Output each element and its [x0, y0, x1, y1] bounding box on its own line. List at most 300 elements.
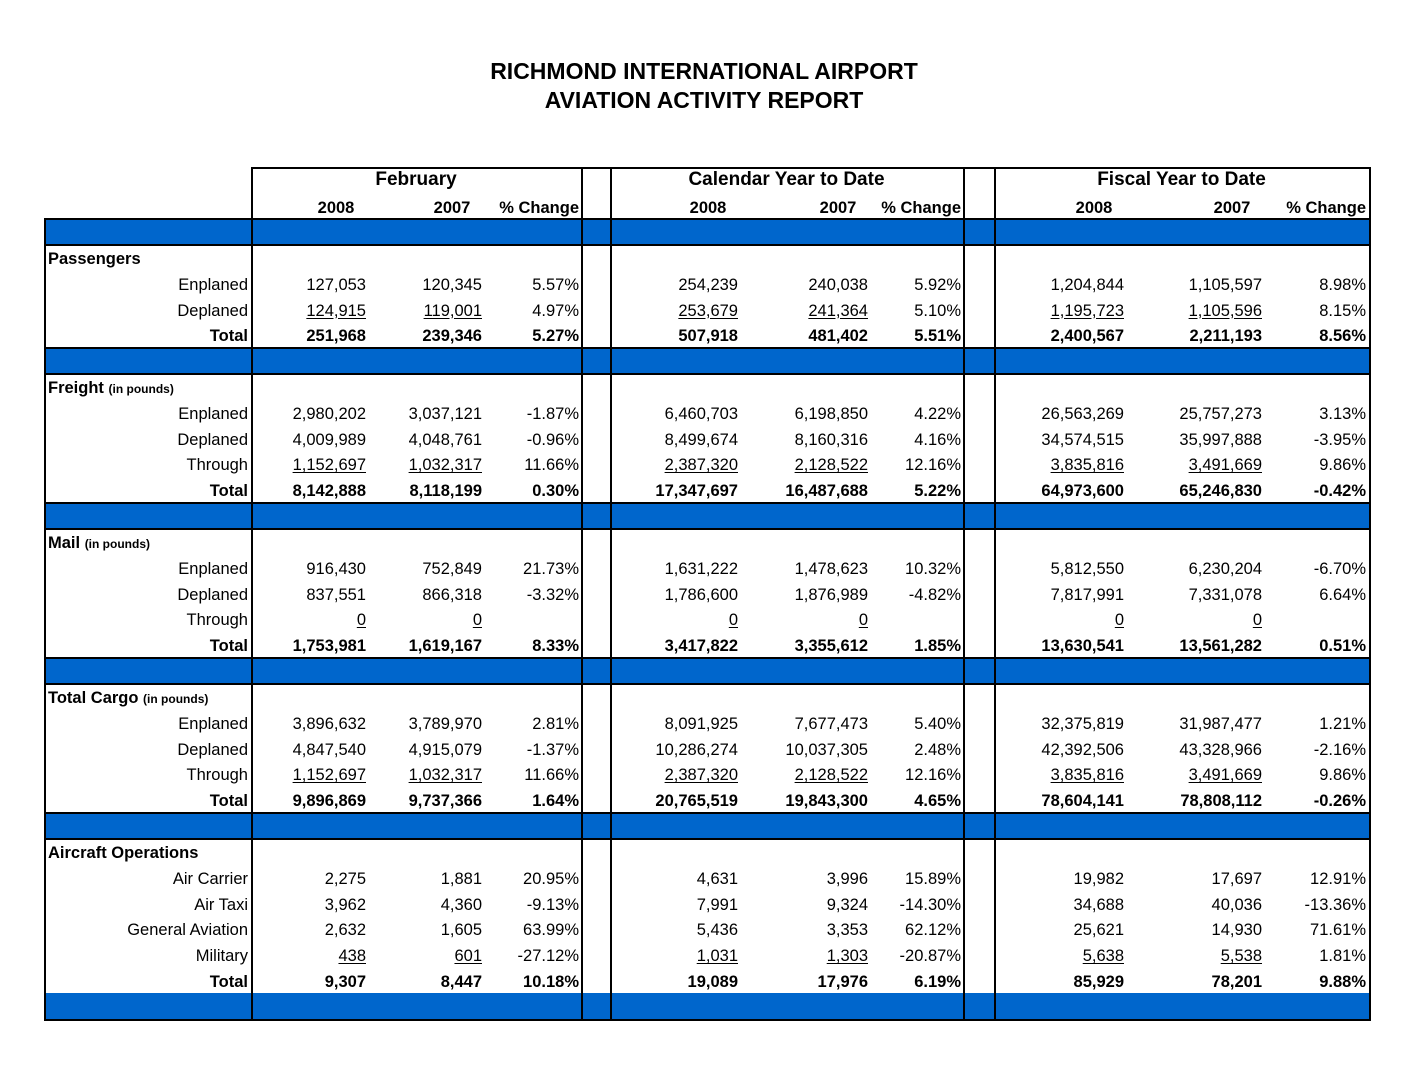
- pct-change-cell: [1226, 972, 1366, 992]
- section-separator-band: [583, 502, 610, 528]
- value-cell: [984, 791, 1124, 811]
- pct-change-cell: [1226, 714, 1366, 734]
- cell-value: 8,091,925: [664, 714, 738, 733]
- row-label: Enplaned: [178, 404, 248, 423]
- value-cell: [1122, 740, 1262, 760]
- section-separator-band: [46, 502, 251, 528]
- section-name: Passengers: [48, 250, 141, 268]
- row-label: General Aviation: [127, 921, 248, 940]
- value-cell: [1122, 714, 1262, 734]
- table-rule: [44, 218, 46, 1021]
- cell-value: 0: [1252, 611, 1262, 630]
- cell-value: 3,962: [324, 895, 366, 914]
- cell-value: 6,460,703: [664, 404, 738, 423]
- value-cell: [728, 326, 868, 346]
- table-rule: [44, 347, 1371, 349]
- section-separator-band: [965, 993, 994, 1019]
- value-cell: [984, 869, 1124, 889]
- cell-value: 4,847,540: [292, 740, 366, 759]
- section-separator-band: [612, 347, 963, 373]
- cell-value: -9.13%: [526, 895, 579, 914]
- row-label: Air Carrier: [172, 869, 248, 888]
- value-cell: [342, 610, 482, 630]
- value-cell: [342, 585, 482, 605]
- pct-change-cell: [1226, 740, 1366, 760]
- column-header-year: 2008: [1075, 199, 1113, 217]
- value-cell: [226, 326, 366, 346]
- row-label: Deplaned: [177, 430, 248, 449]
- cell-value: 1,631,222: [664, 559, 738, 578]
- pct-change-cell: [1226, 636, 1366, 656]
- report-title: RICHMOND INTERNATIONAL AIRPORT: [490, 58, 918, 84]
- section-separator-band: [965, 347, 994, 373]
- value-cell: [342, 481, 482, 501]
- cell-value: 9,896,869: [292, 792, 366, 811]
- cell-value: 42,392,506: [1041, 740, 1124, 759]
- value-cell: [728, 301, 868, 321]
- section-name: Aircraft Operations: [48, 844, 199, 862]
- table-rule: [581, 167, 583, 1021]
- cell-value: 2,275: [324, 869, 366, 888]
- table-rule: [44, 244, 1371, 246]
- section-separator-band: [46, 812, 251, 838]
- pct-change-cell: [439, 972, 579, 992]
- value-cell: [342, 301, 482, 321]
- cell-value: 3.13%: [1319, 404, 1366, 423]
- value-cell: [984, 481, 1124, 501]
- pct-change-cell: [1226, 481, 1366, 501]
- value-cell: [728, 404, 868, 424]
- cell-value: 866,318: [422, 585, 482, 604]
- cell-value: 6,198,850: [794, 404, 868, 423]
- section-title: [48, 689, 208, 708]
- cell-value: 12.16%: [905, 766, 961, 785]
- value-cell: [984, 610, 1124, 630]
- column-group-header: Fiscal Year to Date: [1097, 169, 1266, 190]
- cell-value: 40,036: [1211, 895, 1262, 914]
- cell-value: 62.12%: [905, 921, 961, 940]
- value-cell: [1122, 559, 1262, 579]
- section-separator-band: [253, 347, 581, 373]
- cell-value: 19,843,300: [785, 792, 868, 811]
- value-cell: [1122, 895, 1262, 915]
- cell-value: 4,631: [696, 869, 738, 888]
- value-cell: [226, 610, 366, 630]
- cell-value: 241,364: [808, 301, 868, 320]
- column-header-year: 2007: [433, 199, 471, 217]
- table-rule: [44, 657, 1371, 659]
- cell-value: 1,786,600: [664, 585, 738, 604]
- pct-change-cell: [821, 275, 961, 295]
- row-label: Enplaned: [178, 275, 248, 294]
- cell-value: 1,303: [826, 947, 868, 966]
- row-label: Military: [195, 947, 248, 966]
- cell-value: 8,160,316: [794, 430, 868, 449]
- value-cell: [226, 585, 366, 605]
- value-cell: [342, 920, 482, 940]
- cell-value: 10.32%: [905, 559, 961, 578]
- column-header-pct-change: % Change: [1286, 199, 1366, 217]
- total-row-label: Total: [209, 327, 248, 346]
- cell-value: 5,436: [696, 921, 738, 940]
- value-cell: [342, 404, 482, 424]
- cell-value: 11.66%: [524, 766, 579, 785]
- pct-change-cell: [1226, 326, 1366, 346]
- section-separator-band: [253, 657, 581, 683]
- cell-value: 752,849: [422, 559, 482, 578]
- pct-change-cell: [439, 946, 579, 966]
- value-cell: [598, 610, 738, 630]
- cell-value: 43,328,966: [1179, 740, 1262, 759]
- section-separator-band: [583, 812, 610, 838]
- cell-value: 4.16%: [914, 430, 961, 449]
- cell-value: 2,980,202: [292, 404, 366, 423]
- cell-value: 2,387,320: [664, 456, 738, 475]
- cell-value: 1,478,623: [794, 559, 868, 578]
- value-cell: [226, 404, 366, 424]
- cell-value: 10,037,305: [785, 740, 868, 759]
- value-cell: [598, 326, 738, 346]
- value-cell: [598, 791, 738, 811]
- pct-change-cell: [1226, 430, 1366, 450]
- cell-value: -13.36%: [1304, 895, 1366, 914]
- cell-value: -1.37%: [526, 740, 579, 759]
- cell-value: 8.98%: [1319, 275, 1366, 294]
- value-cell: [1122, 636, 1262, 656]
- value-cell: [342, 714, 482, 734]
- cell-value: 14,930: [1211, 921, 1262, 940]
- pct-change-cell: [439, 404, 579, 424]
- table-rule: [1369, 167, 1371, 1021]
- cell-value: 2,211,193: [1189, 327, 1262, 346]
- cell-value: 10.18%: [523, 973, 579, 991]
- cell-value: 1,032,317: [408, 766, 482, 785]
- value-cell: [1122, 610, 1262, 630]
- cell-value: 5.27%: [532, 327, 579, 346]
- cell-value: 4,009,989: [292, 430, 366, 449]
- cell-value: 127,053: [306, 275, 366, 294]
- row-label: Through: [186, 456, 248, 475]
- cell-value: 71.61%: [1310, 921, 1366, 940]
- row-label: Through: [186, 766, 248, 785]
- cell-value: -0.42%: [1313, 482, 1366, 501]
- pct-change-cell: [1226, 455, 1366, 475]
- value-cell: [342, 895, 482, 915]
- cell-value: 507,918: [678, 327, 738, 346]
- pct-change-cell: [821, 559, 961, 579]
- value-cell: [1122, 301, 1262, 321]
- pct-change-cell: [1226, 275, 1366, 295]
- section-separator-band: [253, 218, 581, 244]
- cell-value: 3,037,121: [408, 404, 482, 423]
- cell-value: 1.81%: [1319, 947, 1366, 966]
- section-name: Mail: [48, 534, 81, 552]
- cell-value: 17,347,697: [655, 482, 738, 501]
- pct-change-cell: [439, 765, 579, 785]
- cell-value: 5.22%: [914, 482, 961, 501]
- cell-value: 17,697: [1211, 869, 1262, 888]
- pct-change-cell: [439, 585, 579, 605]
- table-rule: [251, 167, 253, 1021]
- cell-value: 5,538: [1220, 947, 1262, 966]
- cell-value: 17,976: [817, 973, 868, 991]
- total-row-label: Total: [209, 792, 248, 811]
- value-cell: [728, 275, 868, 295]
- cell-value: 6,230,204: [1188, 559, 1262, 578]
- pct-change-cell: [1226, 895, 1366, 915]
- row-label: Deplaned: [177, 585, 248, 604]
- value-cell: [598, 946, 738, 966]
- section-separator-band: [965, 502, 994, 528]
- section-separator-band: [965, 812, 994, 838]
- cell-value: 3,353: [826, 921, 868, 940]
- cell-value: -0.96%: [526, 430, 579, 449]
- cell-value: 0.51%: [1319, 637, 1366, 656]
- value-cell: [342, 765, 482, 785]
- value-cell: [342, 972, 482, 992]
- cell-value: 8,118,199: [409, 482, 482, 501]
- cell-value: -14.30%: [899, 895, 961, 914]
- column-group-header: Calendar Year to Date: [688, 169, 885, 190]
- cell-value: -4.82%: [908, 585, 961, 604]
- value-cell: [342, 326, 482, 346]
- value-cell: [598, 869, 738, 889]
- value-cell: [984, 636, 1124, 656]
- pct-change-cell: [1226, 404, 1366, 424]
- table-rule: [963, 167, 965, 1021]
- table-rule: [44, 812, 1371, 814]
- value-cell: [984, 455, 1124, 475]
- cell-value: 5.51%: [914, 327, 961, 346]
- value-cell: [1122, 765, 1262, 785]
- value-cell: [226, 765, 366, 785]
- value-cell: [598, 765, 738, 785]
- value-cell: [342, 869, 482, 889]
- value-cell: [1122, 585, 1262, 605]
- cell-value: -1.87%: [526, 404, 579, 423]
- value-cell: [226, 740, 366, 760]
- value-cell: [1122, 972, 1262, 992]
- pct-change-cell: [1226, 765, 1366, 785]
- value-cell: [728, 920, 868, 940]
- value-cell: [598, 559, 738, 579]
- pct-change-cell: [821, 404, 961, 424]
- pct-change-cell: [439, 740, 579, 760]
- pct-change-cell: [439, 481, 579, 501]
- cell-value: 31,987,477: [1179, 714, 1262, 733]
- cell-value: 2.48%: [914, 740, 961, 759]
- value-cell: [984, 430, 1124, 450]
- section-separator-band: [996, 502, 1369, 528]
- row-label: Enplaned: [178, 714, 248, 733]
- pct-change-cell: [1226, 946, 1366, 966]
- table-rule: [44, 838, 1371, 840]
- pct-change-cell: [1226, 585, 1366, 605]
- cell-value: 1,032,317: [408, 456, 482, 475]
- section-separator-band: [253, 993, 581, 1019]
- cell-value: 3,491,669: [1188, 456, 1262, 475]
- pct-change-cell: [821, 972, 961, 992]
- table-rule: [251, 167, 1371, 169]
- cell-value: 2,128,522: [794, 766, 868, 785]
- cell-value: -2.16%: [1313, 740, 1366, 759]
- cell-value: 4.22%: [914, 404, 961, 423]
- cell-value: 8,499,674: [664, 430, 738, 449]
- pct-change-cell: [439, 326, 579, 346]
- section-separator-band: [965, 657, 994, 683]
- value-cell: [1122, 481, 1262, 501]
- cell-value: 1.85%: [914, 637, 961, 656]
- cell-value: 8,142,888: [292, 482, 366, 501]
- cell-value: 26,563,269: [1041, 404, 1124, 423]
- section-separator-band: [253, 502, 581, 528]
- table-rule: [44, 1019, 1371, 1021]
- cell-value: 78,604,141: [1041, 792, 1124, 811]
- total-row-label: Total: [209, 637, 248, 656]
- cell-value: 9.86%: [1319, 456, 1366, 475]
- cell-value: 916,430: [306, 559, 366, 578]
- section-separator-band: [46, 347, 251, 373]
- value-cell: [1122, 430, 1262, 450]
- cell-value: 16,487,688: [785, 482, 868, 501]
- cell-value: 8.33%: [532, 637, 579, 656]
- pct-change-cell: [821, 765, 961, 785]
- cell-value: 3,417,822: [664, 637, 738, 656]
- cell-value: 3,355,612: [794, 637, 868, 656]
- value-cell: [598, 275, 738, 295]
- section-separator-band: [253, 812, 581, 838]
- value-cell: [984, 275, 1124, 295]
- cell-value: 239,346: [422, 327, 482, 346]
- cell-value: 1,105,597: [1188, 275, 1262, 294]
- cell-value: 12.91%: [1310, 869, 1366, 888]
- cell-value: -0.26%: [1313, 792, 1366, 811]
- table-rule: [44, 373, 1371, 375]
- value-cell: [226, 481, 366, 501]
- pct-change-cell: [821, 714, 961, 734]
- section-unit: (in pounds): [108, 382, 174, 396]
- row-label: Through: [186, 611, 248, 630]
- value-cell: [342, 791, 482, 811]
- section-title: [48, 534, 150, 553]
- value-cell: [342, 275, 482, 295]
- cell-value: 8.56%: [1319, 327, 1366, 346]
- cell-value: -27.12%: [517, 947, 579, 966]
- value-cell: [1122, 920, 1262, 940]
- cell-value: 481,402: [808, 327, 868, 346]
- cell-value: 438: [338, 947, 366, 966]
- section-separator-band: [996, 993, 1369, 1019]
- cell-value: -6.70%: [1313, 559, 1366, 578]
- value-cell: [598, 430, 738, 450]
- value-cell: [728, 714, 868, 734]
- value-cell: [728, 481, 868, 501]
- cell-value: 5,638: [1082, 947, 1124, 966]
- pct-change-cell: [439, 714, 579, 734]
- cell-value: 9,307: [324, 973, 366, 991]
- value-cell: [984, 946, 1124, 966]
- value-cell: [984, 740, 1124, 760]
- value-cell: [226, 301, 366, 321]
- cell-value: 0: [472, 611, 482, 630]
- value-cell: [728, 946, 868, 966]
- section-unit: (in pounds): [84, 537, 151, 551]
- section-separator-band: [583, 347, 610, 373]
- cell-value: 3,896,632: [292, 714, 366, 733]
- cell-value: 2,128,522: [794, 456, 868, 475]
- value-cell: [226, 869, 366, 889]
- value-cell: [226, 946, 366, 966]
- value-cell: [598, 920, 738, 940]
- value-cell: [598, 301, 738, 321]
- value-cell: [984, 920, 1124, 940]
- cell-value: 1,619,167: [408, 637, 482, 656]
- cell-value: 2.81%: [532, 714, 579, 733]
- pct-change-cell: [439, 791, 579, 811]
- value-cell: [598, 895, 738, 915]
- value-cell: [984, 559, 1124, 579]
- table-rule: [44, 218, 1371, 220]
- value-cell: [984, 301, 1124, 321]
- value-cell: [1122, 404, 1262, 424]
- pct-change-cell: [439, 455, 579, 475]
- value-cell: [598, 714, 738, 734]
- pct-change-cell: [439, 430, 579, 450]
- column-header-year: 2008: [689, 199, 727, 217]
- value-cell: [728, 765, 868, 785]
- section-title: [48, 250, 141, 269]
- cell-value: 3,491,669: [1188, 766, 1262, 785]
- cell-value: 1,881: [440, 869, 482, 888]
- pct-change-cell: [821, 585, 961, 605]
- value-cell: [226, 714, 366, 734]
- section-unit: (in pounds): [143, 692, 209, 706]
- value-cell: [342, 740, 482, 760]
- cell-value: 78,808,112: [1180, 792, 1262, 811]
- cell-value: 124,915: [306, 301, 366, 320]
- pct-change-cell: [821, 481, 961, 501]
- value-cell: [226, 559, 366, 579]
- value-cell: [342, 946, 482, 966]
- value-cell: [1122, 275, 1262, 295]
- value-cell: [1122, 326, 1262, 346]
- cell-value: 1,876,989: [794, 585, 868, 604]
- cell-value: 9,737,366: [408, 792, 482, 811]
- row-label: Air Taxi: [194, 895, 248, 914]
- cell-value: 5.10%: [914, 301, 961, 320]
- cell-value: 5,812,550: [1050, 559, 1124, 578]
- pct-change-cell: [439, 559, 579, 579]
- value-cell: [226, 972, 366, 992]
- value-cell: [984, 972, 1124, 992]
- cell-value: 64,973,600: [1041, 482, 1124, 501]
- pct-change-cell: [1226, 791, 1366, 811]
- cell-value: 34,574,515: [1041, 430, 1124, 449]
- value-cell: [342, 455, 482, 475]
- cell-value: 601: [454, 947, 482, 966]
- value-cell: [226, 430, 366, 450]
- cell-value: 0.30%: [532, 482, 579, 501]
- cell-value: 251,968: [306, 327, 366, 346]
- pct-change-cell: [821, 430, 961, 450]
- pct-change-cell: [821, 920, 961, 940]
- value-cell: [342, 636, 482, 656]
- report-subtitle: AVIATION ACTIVITY REPORT: [544, 87, 864, 113]
- row-label: Enplaned: [178, 559, 248, 578]
- cell-value: 85,929: [1073, 973, 1124, 991]
- table-rule: [44, 1019, 1371, 1021]
- cell-value: 8,447: [440, 973, 482, 991]
